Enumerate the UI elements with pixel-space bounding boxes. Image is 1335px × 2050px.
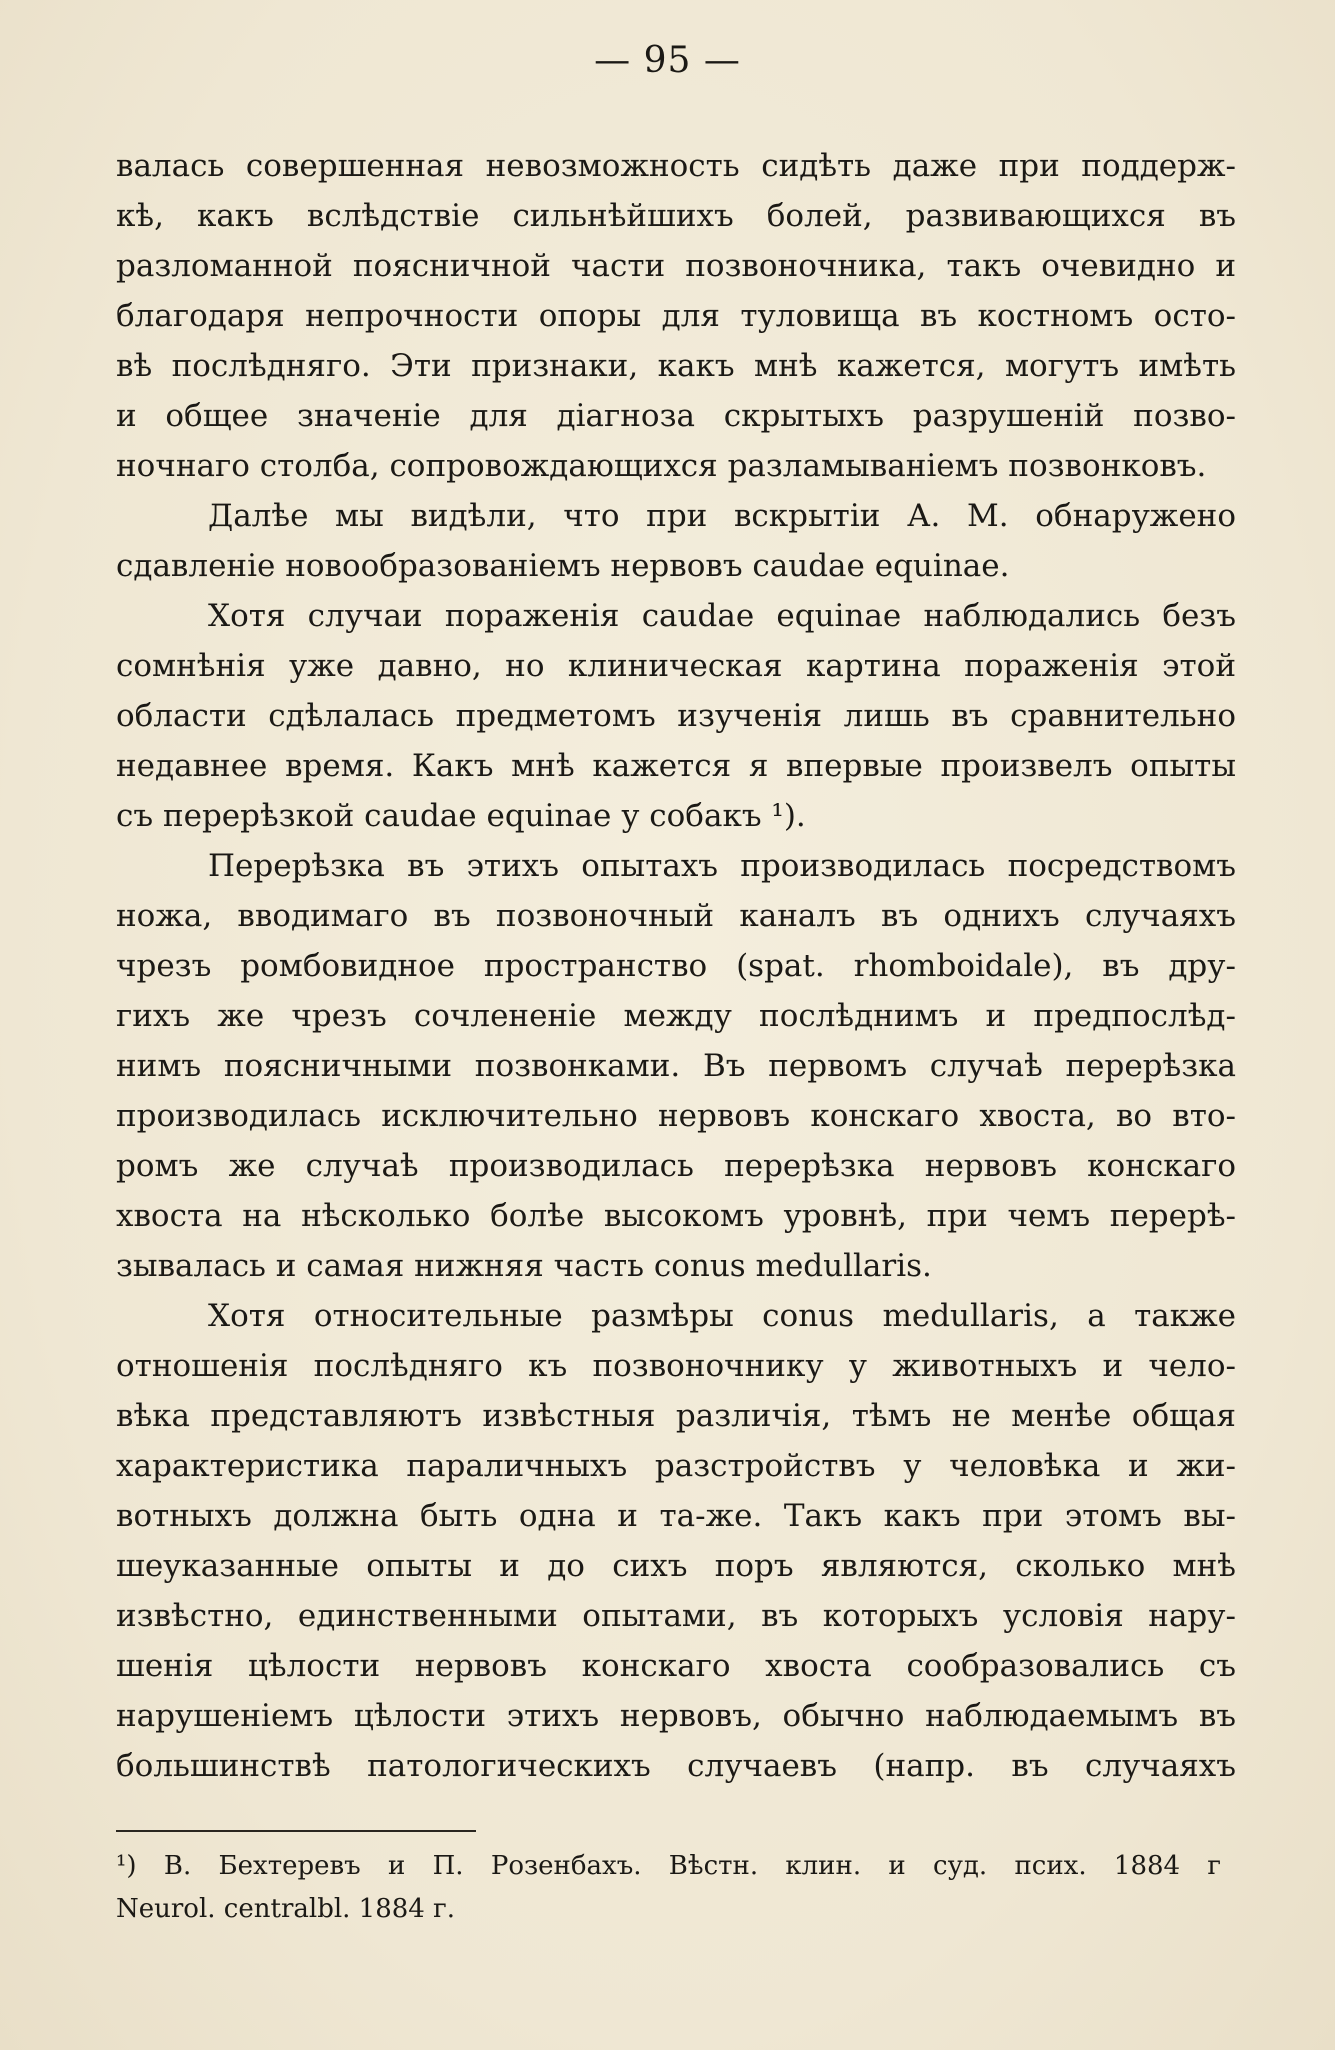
paragraph	[116, 1291, 1236, 1791]
text-line: благодаря непрочности опоры для туловища въ костномъ осто-	[116, 298, 1236, 334]
text-line: зывалась и самая нижняя часть conus medullaris.	[116, 1248, 932, 1284]
text-line: чрезъ ромбовидное пространство (spat. rhomboidale), въ дру-	[116, 948, 1236, 984]
page-number: — 95 —	[594, 40, 741, 81]
paragraph	[116, 141, 1236, 491]
text-line: производилась исключительно нервовъ конскаго хвоста, во вто-	[116, 1098, 1236, 1134]
footnote-line: Neurol. centralbl. 1884 г.	[116, 1894, 456, 1924]
text-line: вѣ послѣдняго. Эти признаки, какъ мнѣ кажется, могутъ имѣть	[116, 348, 1236, 384]
text-line: гихъ же чрезъ сочлененіе между послѣднимъ и предпослѣд-	[116, 998, 1236, 1034]
text-line: и общее значеніе для діагноза скрытыхъ разрушеній позво-	[116, 398, 1236, 434]
text-line: кѣ, какъ вслѣдствіе сильнѣйшихъ болей, развивающихся въ	[116, 198, 1236, 234]
text-line: шенія цѣлости нервовъ конскаго хвоста сообразовались съ	[116, 1648, 1236, 1684]
footnote-divider	[116, 1830, 476, 1832]
text-line: сдавленіе новообразованіемъ нервовъ caudae equinae.	[116, 548, 1010, 584]
text-line: Перерѣзка въ этихъ опытахъ производилась посредствомъ	[208, 848, 1236, 884]
text-line: вѣка представляютъ извѣстныя различія, тѣмъ не менѣе общая	[116, 1398, 1236, 1434]
text-line: шеуказанные опыты и до сихъ поръ являются, сколько мнѣ	[116, 1548, 1236, 1584]
text-line: разломанной поясничной части позвоночника, такъ очевидно и	[116, 248, 1236, 284]
paragraph	[116, 591, 1236, 841]
text-line: ромъ же случаѣ производилась перерѣзка нервовъ конскаго	[116, 1148, 1236, 1184]
text-line: характеристика параличныхъ разстройствъ у человѣка и жи-	[116, 1448, 1236, 1484]
paragraph	[116, 841, 1236, 1291]
text-line: недавнее время. Какъ мнѣ кажется я впервые произвелъ опыты	[116, 748, 1236, 784]
text-line: нимъ поясничными позвонками. Въ первомъ случаѣ перерѣзка	[116, 1048, 1236, 1084]
text-line: отношенія послѣдняго къ позвоночнику у животныхъ и чело-	[116, 1348, 1236, 1384]
footnotes	[116, 1845, 1221, 1931]
text-line: хвоста на нѣсколько болѣе высокомъ уровнѣ, при чемъ перерѣ-	[116, 1198, 1236, 1234]
text-line: извѣстно, единственными опытами, въ которыхъ условія нару-	[116, 1598, 1236, 1634]
text-line: Хотя относительные размѣры conus medullaris, а также	[208, 1298, 1236, 1334]
text-line: области сдѣлалась предметомъ изученія лишь въ сравнительно	[116, 698, 1236, 734]
footnote-line: ¹) В. Бехтеревъ и П. Розенбахъ. Вѣстн. клин. и суд. псих. 1884 г	[116, 1851, 1221, 1881]
text-line: Далѣе мы видѣли, что при вскрытіи А. М. обнаружено	[208, 498, 1236, 534]
text-line: ножа, вводимаго въ позвоночный каналъ въ однихъ случаяхъ	[116, 898, 1236, 934]
text-line: нарушеніемъ цѣлости этихъ нервовъ, обычно наблюдаемымъ въ	[116, 1698, 1236, 1734]
text-line: вотныхъ должна быть одна и та-же. Такъ какъ при этомъ вы-	[116, 1498, 1236, 1534]
text-line: ночнаго столба, сопровождающихся разламываніемъ позвонковъ.	[116, 448, 1207, 484]
text-line: сомнѣнія уже давно, но клиническая картина пораженія этой	[116, 648, 1236, 684]
paragraph	[116, 491, 1236, 591]
text-line: Хотя случаи пораженія caudae equinae наблюдались безъ	[208, 598, 1236, 634]
text-line: валась совершенная невозможность сидѣть даже при поддерж-	[116, 148, 1236, 184]
text-line: съ перерѣзкой caudae equinae у собакъ ¹).	[116, 798, 806, 834]
text-line: большинствѣ патологическихъ случаевъ (напр. въ случаяхъ	[116, 1748, 1236, 1784]
body-text	[116, 141, 1236, 1791]
